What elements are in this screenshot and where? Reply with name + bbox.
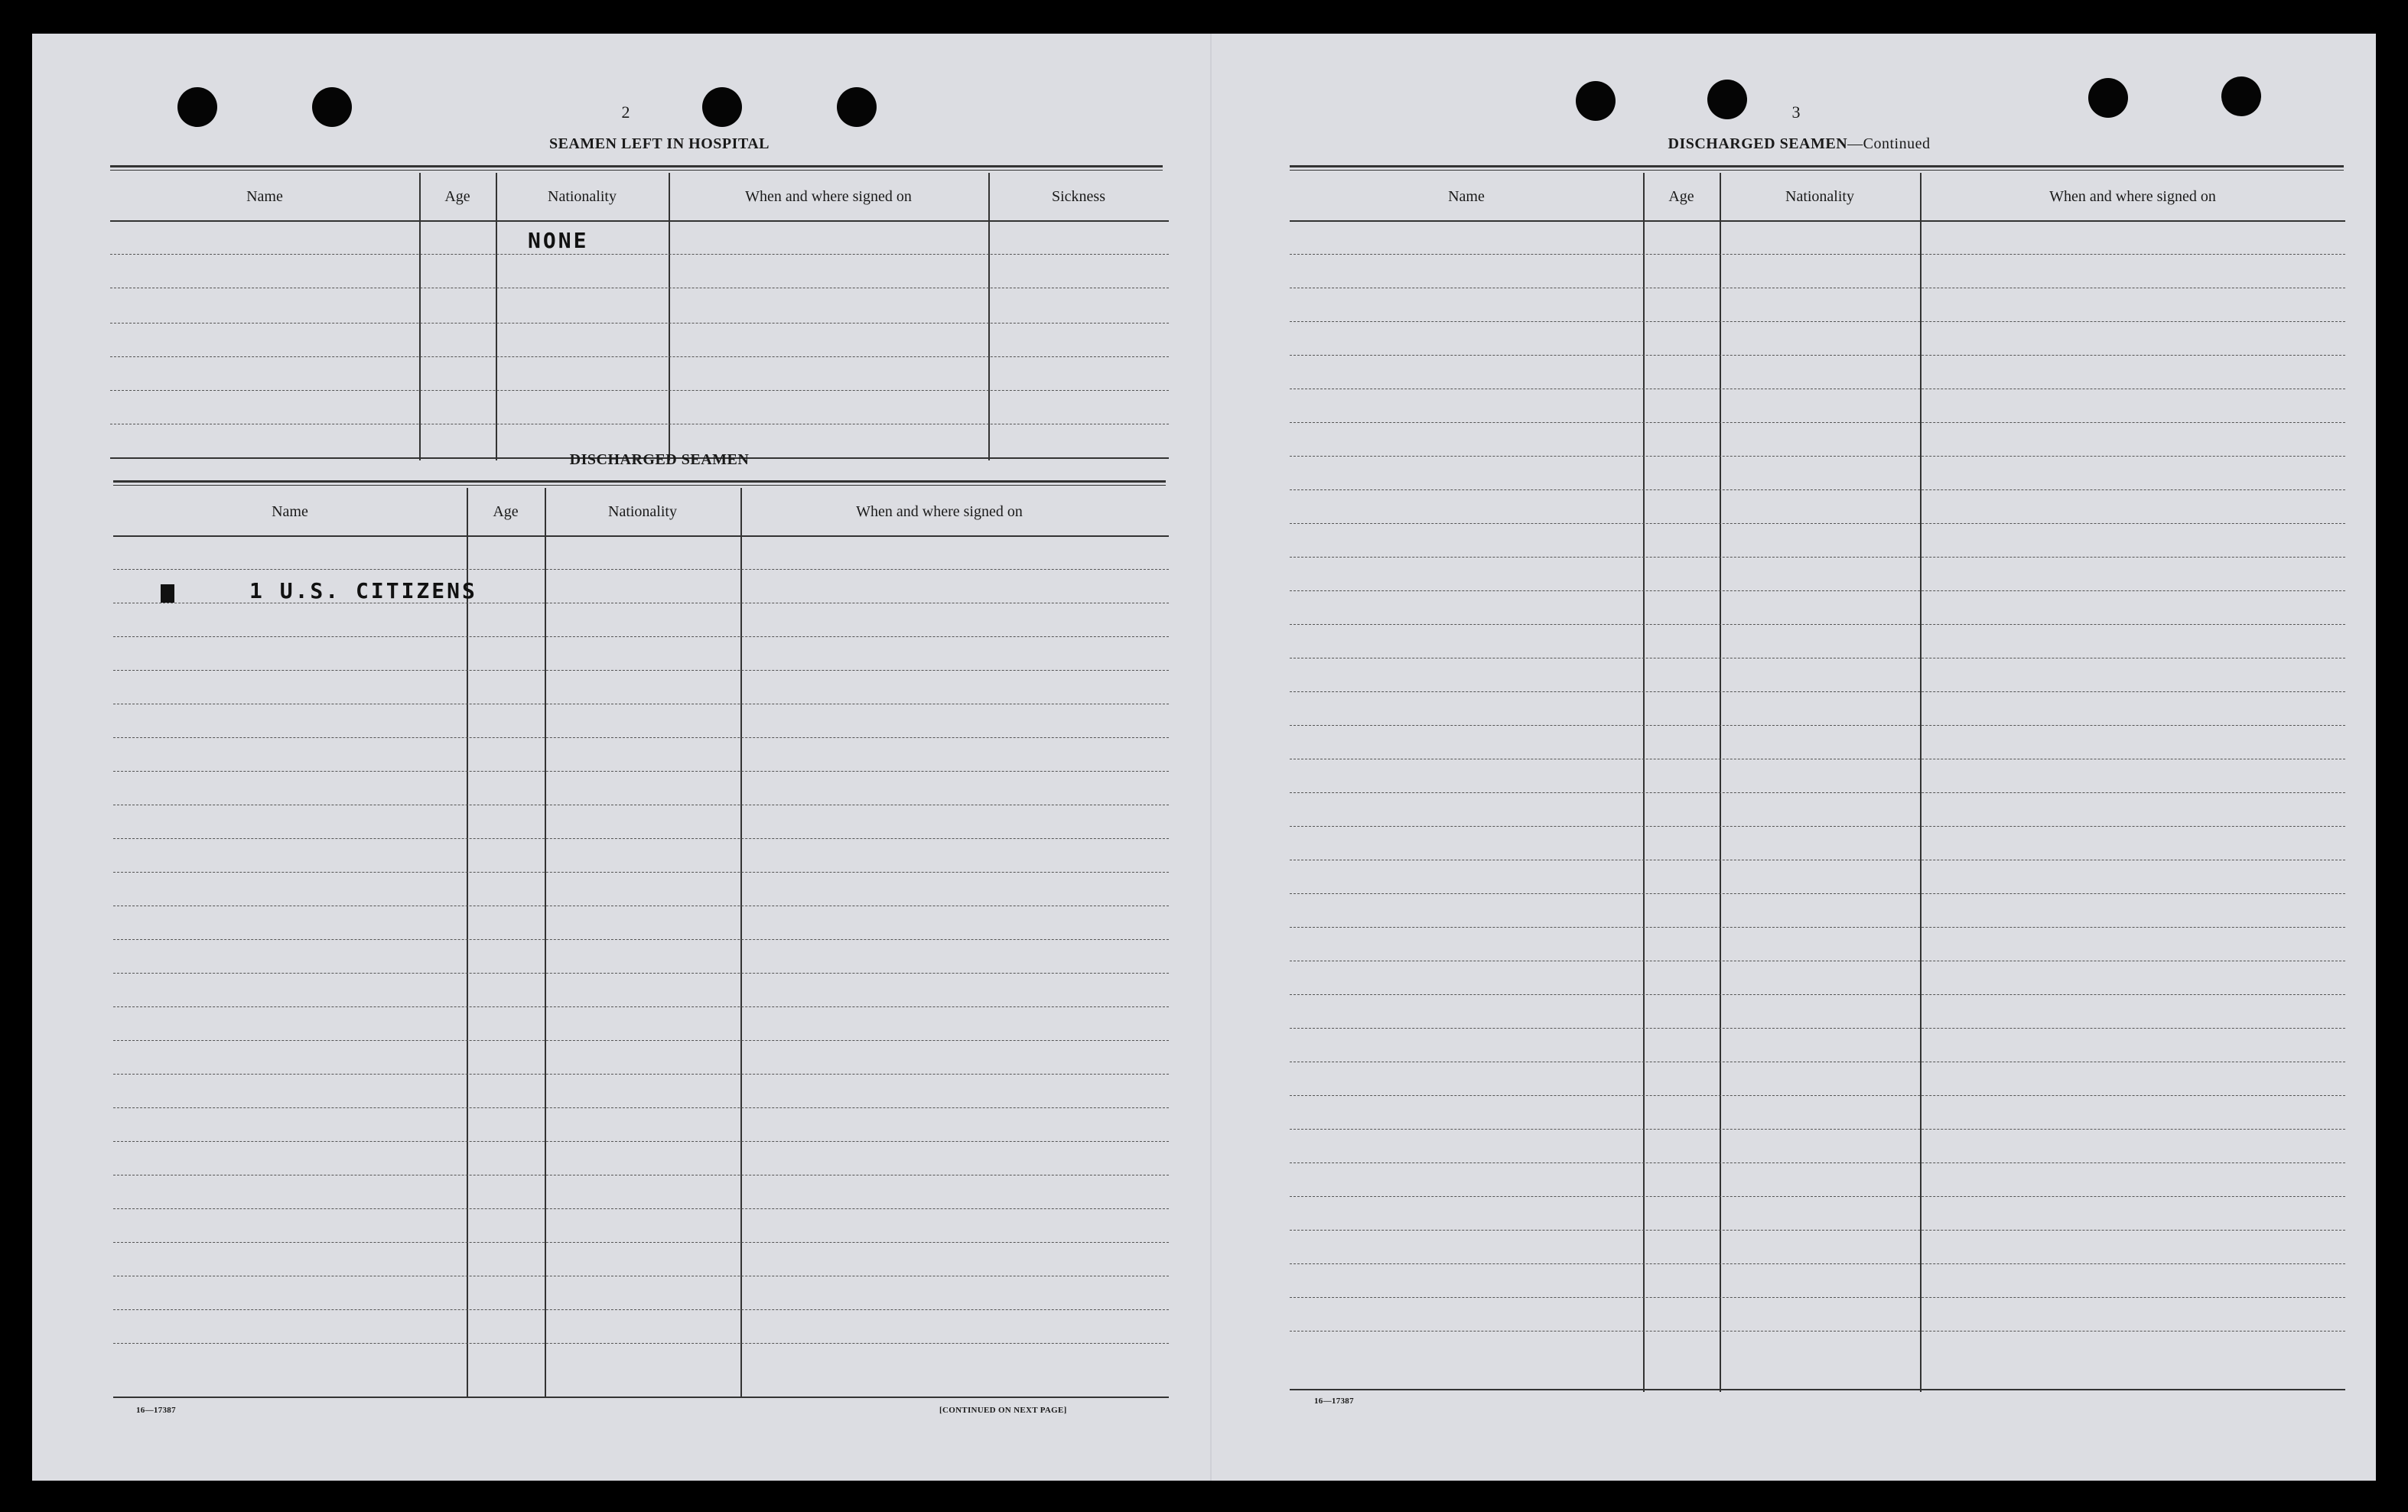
discharged-continued-title-main: DISCHARGED SEAMEN [1668, 135, 1848, 152]
punch-hole [2088, 78, 2128, 118]
column-header-name: Name [272, 503, 308, 520]
form-number-left: 16—17387 [136, 1406, 176, 1415]
hospital-title-rule [110, 165, 1163, 171]
discharged-typed-entry: 1 U.S. CITIZENS [249, 578, 477, 603]
discharged-continued-title-suffix: —Continued [1847, 135, 1931, 152]
typed-mark [161, 584, 174, 603]
column-header-name: Name [246, 188, 283, 205]
form-number-right: 16—17387 [1314, 1397, 1354, 1406]
punch-hole [702, 87, 742, 127]
continued-note: [CONTINUED ON NEXT PAGE] [939, 1406, 1067, 1415]
column-header-signed-on: When and where signed on [856, 503, 1023, 520]
column-header-signed-on: When and where signed on [745, 188, 912, 205]
column-header-age: Age [1668, 188, 1694, 205]
right-title-rule [1290, 165, 2344, 171]
punch-hole [1576, 81, 1616, 121]
punch-hole [837, 87, 877, 127]
page-number-left: 2 [621, 102, 630, 122]
discharged-title-rule [113, 480, 1166, 486]
form-sheet [32, 34, 2376, 1481]
column-header-nationality: Nationality [608, 503, 677, 520]
hospital-typed-entry: NONE [528, 228, 589, 253]
discharged-continued-table [1290, 173, 2345, 1392]
column-header-sickness: Sickness [1052, 188, 1105, 205]
discharged-continued-title [1585, 135, 2013, 153]
page-number-right: 3 [1791, 102, 1801, 122]
column-header-nationality: Nationality [1785, 188, 1854, 205]
column-header-age: Age [444, 188, 470, 205]
discharged-section-title: DISCHARGED SEAMEN [569, 451, 750, 468]
punch-hole [2221, 76, 2261, 116]
punch-hole [1707, 80, 1747, 119]
hospital-table [110, 173, 1169, 460]
column-header-signed-on: When and where signed on [2049, 188, 2216, 205]
punch-hole [177, 87, 217, 127]
column-header-age: Age [493, 503, 519, 520]
page-fold [1210, 34, 1212, 1481]
column-header-name: Name [1448, 188, 1485, 205]
hospital-section-title: SEAMEN LEFT IN HOSPITAL [548, 135, 770, 152]
column-header-nationality: Nationality [548, 188, 617, 205]
discharged-table [113, 488, 1169, 1398]
punch-hole [312, 87, 352, 127]
